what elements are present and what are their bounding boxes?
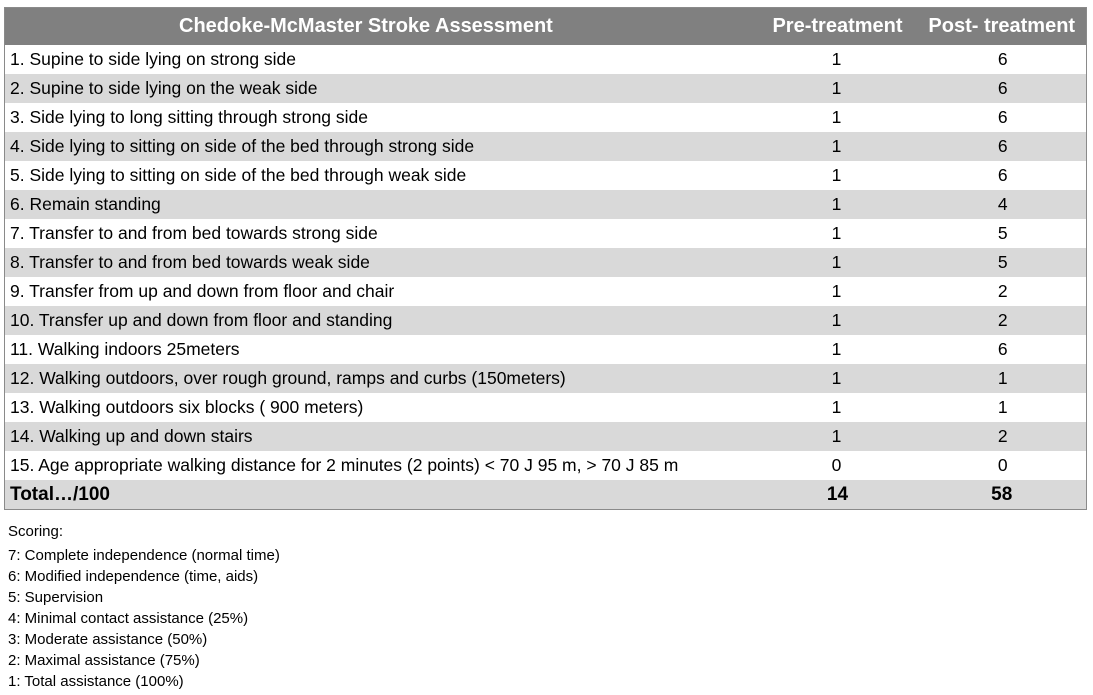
pre-treatment-cell: 1 bbox=[758, 45, 918, 74]
table-row bbox=[5, 248, 1087, 277]
table-row bbox=[5, 364, 1087, 393]
assessment-item-cell: 9. Transfer from up and down from floor and chair bbox=[5, 277, 758, 306]
header-row bbox=[5, 8, 1087, 46]
pre-treatment-cell: 1 bbox=[758, 219, 918, 248]
assessment-item-cell: 14. Walking up and down stairs bbox=[5, 422, 758, 451]
pre-treatment-cell: 1 bbox=[758, 132, 918, 161]
table-row bbox=[5, 335, 1087, 364]
table-row bbox=[5, 393, 1087, 422]
post-treatment-cell: 1 bbox=[918, 364, 1087, 393]
post-treatment-cell: 5 bbox=[918, 219, 1087, 248]
assessment-item-cell: 12. Walking outdoors, over rough ground, ramps and curbs (150meters) bbox=[5, 364, 758, 393]
pre-treatment-cell: 1 bbox=[758, 74, 918, 103]
post-treatment-cell: 6 bbox=[918, 45, 1087, 74]
scoring-legend bbox=[8, 521, 280, 692]
pre-treatment-cell: 1 bbox=[758, 393, 918, 422]
table-row bbox=[5, 103, 1087, 132]
scoring-item: 4: Minimal contact assistance (25%) bbox=[8, 610, 249, 627]
post-treatment-cell: 2 bbox=[918, 422, 1087, 451]
total-row bbox=[5, 480, 1087, 510]
assessment-item-cell: 3. Side lying to long sitting through strong side bbox=[5, 103, 758, 132]
post-treatment-cell: 2 bbox=[918, 277, 1087, 306]
post-treatment-cell: 6 bbox=[918, 103, 1087, 132]
assessment-item-cell: 7. Transfer to and from bed towards strong side bbox=[5, 219, 758, 248]
assessment-table bbox=[4, 7, 1087, 510]
header-assessment-item: Chedoke-McMaster Stroke Assessment bbox=[5, 8, 758, 46]
table-footer bbox=[5, 480, 1087, 510]
pre-treatment-cell: 0 bbox=[758, 451, 918, 480]
table-row bbox=[5, 45, 1087, 74]
total-label: Total…/100 bbox=[5, 480, 758, 510]
scoring-item: 2: Maximal assistance (75%) bbox=[8, 652, 200, 669]
table-row bbox=[5, 277, 1087, 306]
post-treatment-cell: 2 bbox=[918, 306, 1087, 335]
assessment-item-cell: 2. Supine to side lying on the weak side bbox=[5, 74, 758, 103]
table-row bbox=[5, 161, 1087, 190]
post-treatment-cell: 6 bbox=[918, 74, 1087, 103]
post-treatment-cell: 4 bbox=[918, 190, 1087, 219]
post-treatment-cell: 6 bbox=[918, 161, 1087, 190]
pre-treatment-cell: 1 bbox=[758, 103, 918, 132]
pre-treatment-cell: 1 bbox=[758, 364, 918, 393]
assessment-table-container bbox=[4, 7, 1086, 510]
pre-treatment-cell: 1 bbox=[758, 306, 918, 335]
table-body bbox=[5, 45, 1087, 480]
header-post-treatment: Post- treatment bbox=[918, 8, 1087, 46]
scoring-list bbox=[8, 545, 280, 692]
scoring-item: 6: Modified independence (time, aids) bbox=[8, 568, 259, 585]
assessment-item-cell: 15. Age appropriate walking distance for 2 minutes (2 points) < 70 J 95 m, > 70 J 85 m bbox=[5, 451, 758, 480]
scoring-item: 3: Moderate assistance (50%) bbox=[8, 631, 208, 648]
pre-treatment-cell: 1 bbox=[758, 161, 918, 190]
table-row bbox=[5, 451, 1087, 480]
assessment-item-cell: 8. Transfer to and from bed towards weak side bbox=[5, 248, 758, 277]
pre-treatment-cell: 1 bbox=[758, 277, 918, 306]
assessment-item-cell: 6. Remain standing bbox=[5, 190, 758, 219]
table-row bbox=[5, 219, 1087, 248]
assessment-item-cell: 5. Side lying to sitting on side of the bed through weak side bbox=[5, 161, 758, 190]
pre-treatment-cell: 1 bbox=[758, 422, 918, 451]
post-treatment-cell: 5 bbox=[918, 248, 1087, 277]
assessment-item-cell: 10. Transfer up and down from floor and standing bbox=[5, 306, 758, 335]
assessment-item-cell: 4. Side lying to sitting on side of the bed through strong side bbox=[5, 132, 758, 161]
post-treatment-cell: 1 bbox=[918, 393, 1087, 422]
post-treatment-cell: 6 bbox=[918, 132, 1087, 161]
total-pre-treatment: 14 bbox=[758, 480, 918, 510]
post-treatment-cell: 0 bbox=[918, 451, 1087, 480]
assessment-item-cell: 13. Walking outdoors six blocks ( 900 meters) bbox=[5, 393, 758, 422]
scoring-item: 1: Total assistance (100%) bbox=[8, 673, 184, 690]
assessment-item-cell: 1. Supine to side lying on strong side bbox=[5, 45, 758, 74]
assessment-item-cell: 11. Walking indoors 25meters bbox=[5, 335, 758, 364]
table-row bbox=[5, 190, 1087, 219]
table-row bbox=[5, 132, 1087, 161]
post-treatment-cell: 6 bbox=[918, 335, 1087, 364]
pre-treatment-cell: 1 bbox=[758, 248, 918, 277]
table-row bbox=[5, 422, 1087, 451]
total-post-treatment: 58 bbox=[918, 480, 1087, 510]
table-header bbox=[5, 8, 1087, 46]
table-row bbox=[5, 306, 1087, 335]
header-pre-treatment: Pre-treatment bbox=[758, 8, 918, 46]
scoring-item: 7: Complete independence (normal time) bbox=[8, 547, 280, 564]
pre-treatment-cell: 1 bbox=[758, 190, 918, 219]
scoring-heading: Scoring: bbox=[8, 523, 64, 540]
pre-treatment-cell: 1 bbox=[758, 335, 918, 364]
table-row bbox=[5, 74, 1087, 103]
scoring-item: 5: Supervision bbox=[8, 589, 104, 606]
